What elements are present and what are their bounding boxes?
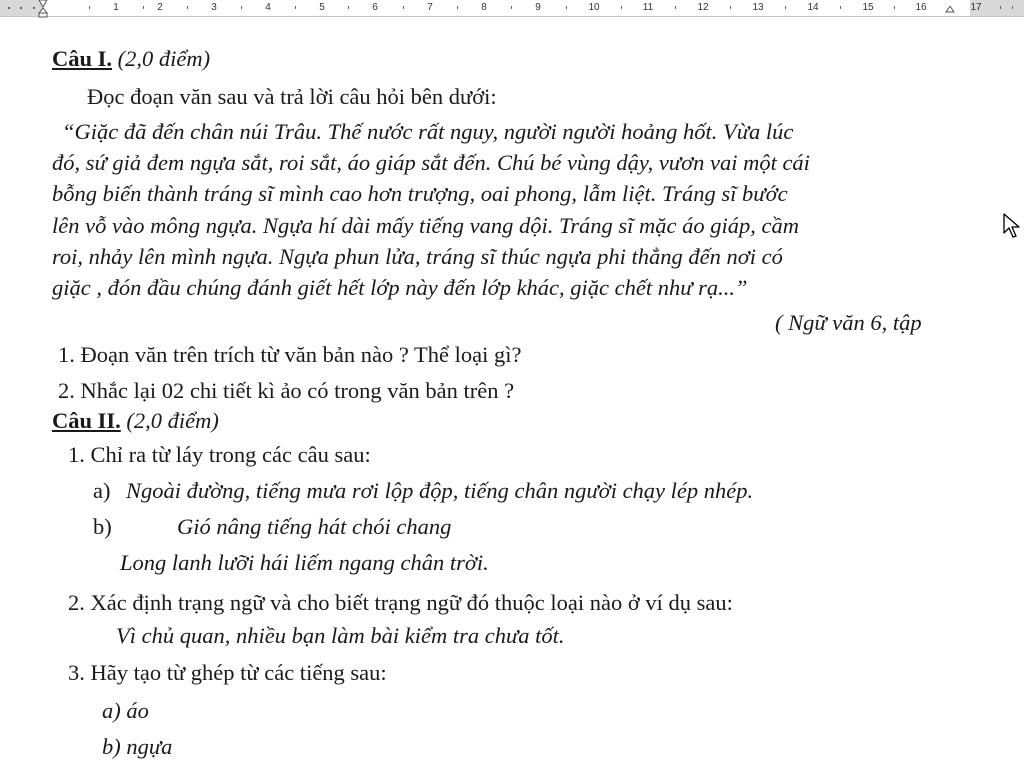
section2-question-3: 3. Hãy tạo từ ghép từ các tiếng sau: (68, 660, 387, 685)
ruler-tick (403, 6, 404, 9)
ruler-number: 13 (752, 2, 764, 13)
ruler-tick (1012, 6, 1013, 9)
hanging-indent-marker[interactable] (38, 8, 48, 18)
ruler-dot (33, 7, 35, 9)
ruler-tick (730, 6, 731, 9)
passage-line: “Giặc đã đến chân núi Trâu. Thế nước rất nguy, người người hoảng hốt. Vừa lúc (62, 119, 794, 144)
ruler-tick (566, 6, 567, 9)
question-1b-label: b) (93, 514, 112, 539)
right-indent-marker[interactable] (945, 6, 955, 16)
ruler-number: 7 (427, 2, 433, 13)
ruler-number: 4 (265, 2, 271, 13)
ruler-tick (187, 6, 188, 9)
ruler-text-area (44, 0, 970, 16)
section2-points: (2,0 điểm) (120, 408, 219, 433)
ruler-tick (511, 6, 512, 9)
section1-instruction: Đọc đoạn văn sau và trả lời câu hỏi bên dưới: (87, 84, 497, 109)
ruler-number: 2 (157, 2, 163, 13)
ruler-tick (295, 6, 296, 9)
horizontal-ruler[interactable] (0, 0, 1024, 17)
section1-label: Câu I. (52, 46, 113, 71)
ruler-number: 10 (588, 2, 600, 13)
ruler-number: 3 (211, 2, 217, 13)
ruler-tick (1000, 6, 1001, 9)
question-1b-line-1: Gió nâng tiếng hát chói chang (177, 514, 452, 539)
mouse-pointer-icon (1003, 213, 1021, 239)
ruler-tick (89, 6, 90, 9)
ruler-tick (241, 6, 242, 9)
ruler-tick (675, 6, 676, 9)
ruler-number: 5 (319, 2, 325, 13)
passage-line: đó, sứ giả đem ngựa sắt, roi sắt, áo giáp sắt đến. Chú bé vùng dậy, vươn vai một cái (52, 150, 810, 175)
ruler-number: 6 (372, 2, 378, 13)
question-1a-label: a) (93, 478, 111, 503)
passage-line: giặc , đón đầu chúng đánh giết hết lớp này đến lớp khác, giặc chết như rạ...” (52, 275, 748, 300)
question-2-example: Vì chủ quan, nhiều bạn làm bài kiểm tra chưa tốt. (116, 623, 565, 648)
section1-question-1: 1. Đoạn văn trên trích từ văn bản nào ? Thể loại gì? (58, 342, 522, 367)
ruler-tick (457, 6, 458, 9)
section2-question-1: 1. Chỉ ra từ láy trong các câu sau: (68, 442, 371, 467)
ruler-tick (621, 6, 622, 9)
section2-label: Câu II. (52, 408, 121, 433)
ruler-number: 14 (807, 2, 819, 13)
ruler-dot (8, 7, 10, 9)
ruler-number: 17 (970, 2, 982, 13)
ruler-number: 15 (862, 2, 874, 13)
question-1b-line-2: Long lanh lưỡi hái liếm ngang chân trời. (120, 550, 489, 575)
ruler-tick (143, 6, 144, 9)
ruler-number: 1 (113, 2, 119, 13)
question-3a: a) áo (102, 698, 149, 723)
section1-heading (52, 45, 210, 73)
ruler-number: 11 (642, 2, 654, 13)
question-3b: b) ngựa (102, 734, 173, 759)
ruler-tick (785, 6, 786, 9)
section2-heading (52, 407, 219, 435)
passage-line: roi, nhảy lên mình ngựa. Ngựa phun lửa, tráng sĩ thúc ngựa phi thẳng đến nơi có (52, 244, 783, 269)
question-1a-text: Ngoài đường, tiếng mưa rơi lộp độp, tiếng chân người chạy lép nhép. (126, 478, 754, 503)
ruler-number: 8 (481, 2, 487, 13)
passage-line: lên vỗ vào mông ngựa. Ngựa hí dài mấy tiếng vang dội. Tráng sĩ mặc áo giáp, cầm (52, 213, 799, 238)
ruler-number: 9 (535, 2, 541, 13)
ruler-tick (348, 6, 349, 9)
ruler-tick (894, 6, 895, 9)
ruler-tick (840, 6, 841, 9)
ruler-number: 16 (915, 2, 927, 13)
ruler-dot (20, 7, 22, 9)
ruler-number: 12 (697, 2, 709, 13)
passage-line: bỗng biến thành tráng sĩ mình cao hơn trượng, oai phong, lẫm liệt. Tráng sĩ bước (52, 181, 788, 206)
section2-question-2: 2. Xác định trạng ngữ và cho biết trạng ngữ đó thuộc loại nào ở ví dụ sau: (68, 590, 733, 615)
section1-points: (2,0 điểm) (112, 46, 211, 71)
passage-source: ( Ngữ văn 6, tập (775, 310, 922, 335)
section1-question-2: 2. Nhắc lại 02 chi tiết kì ảo có trong văn bản trên ? (58, 378, 515, 403)
